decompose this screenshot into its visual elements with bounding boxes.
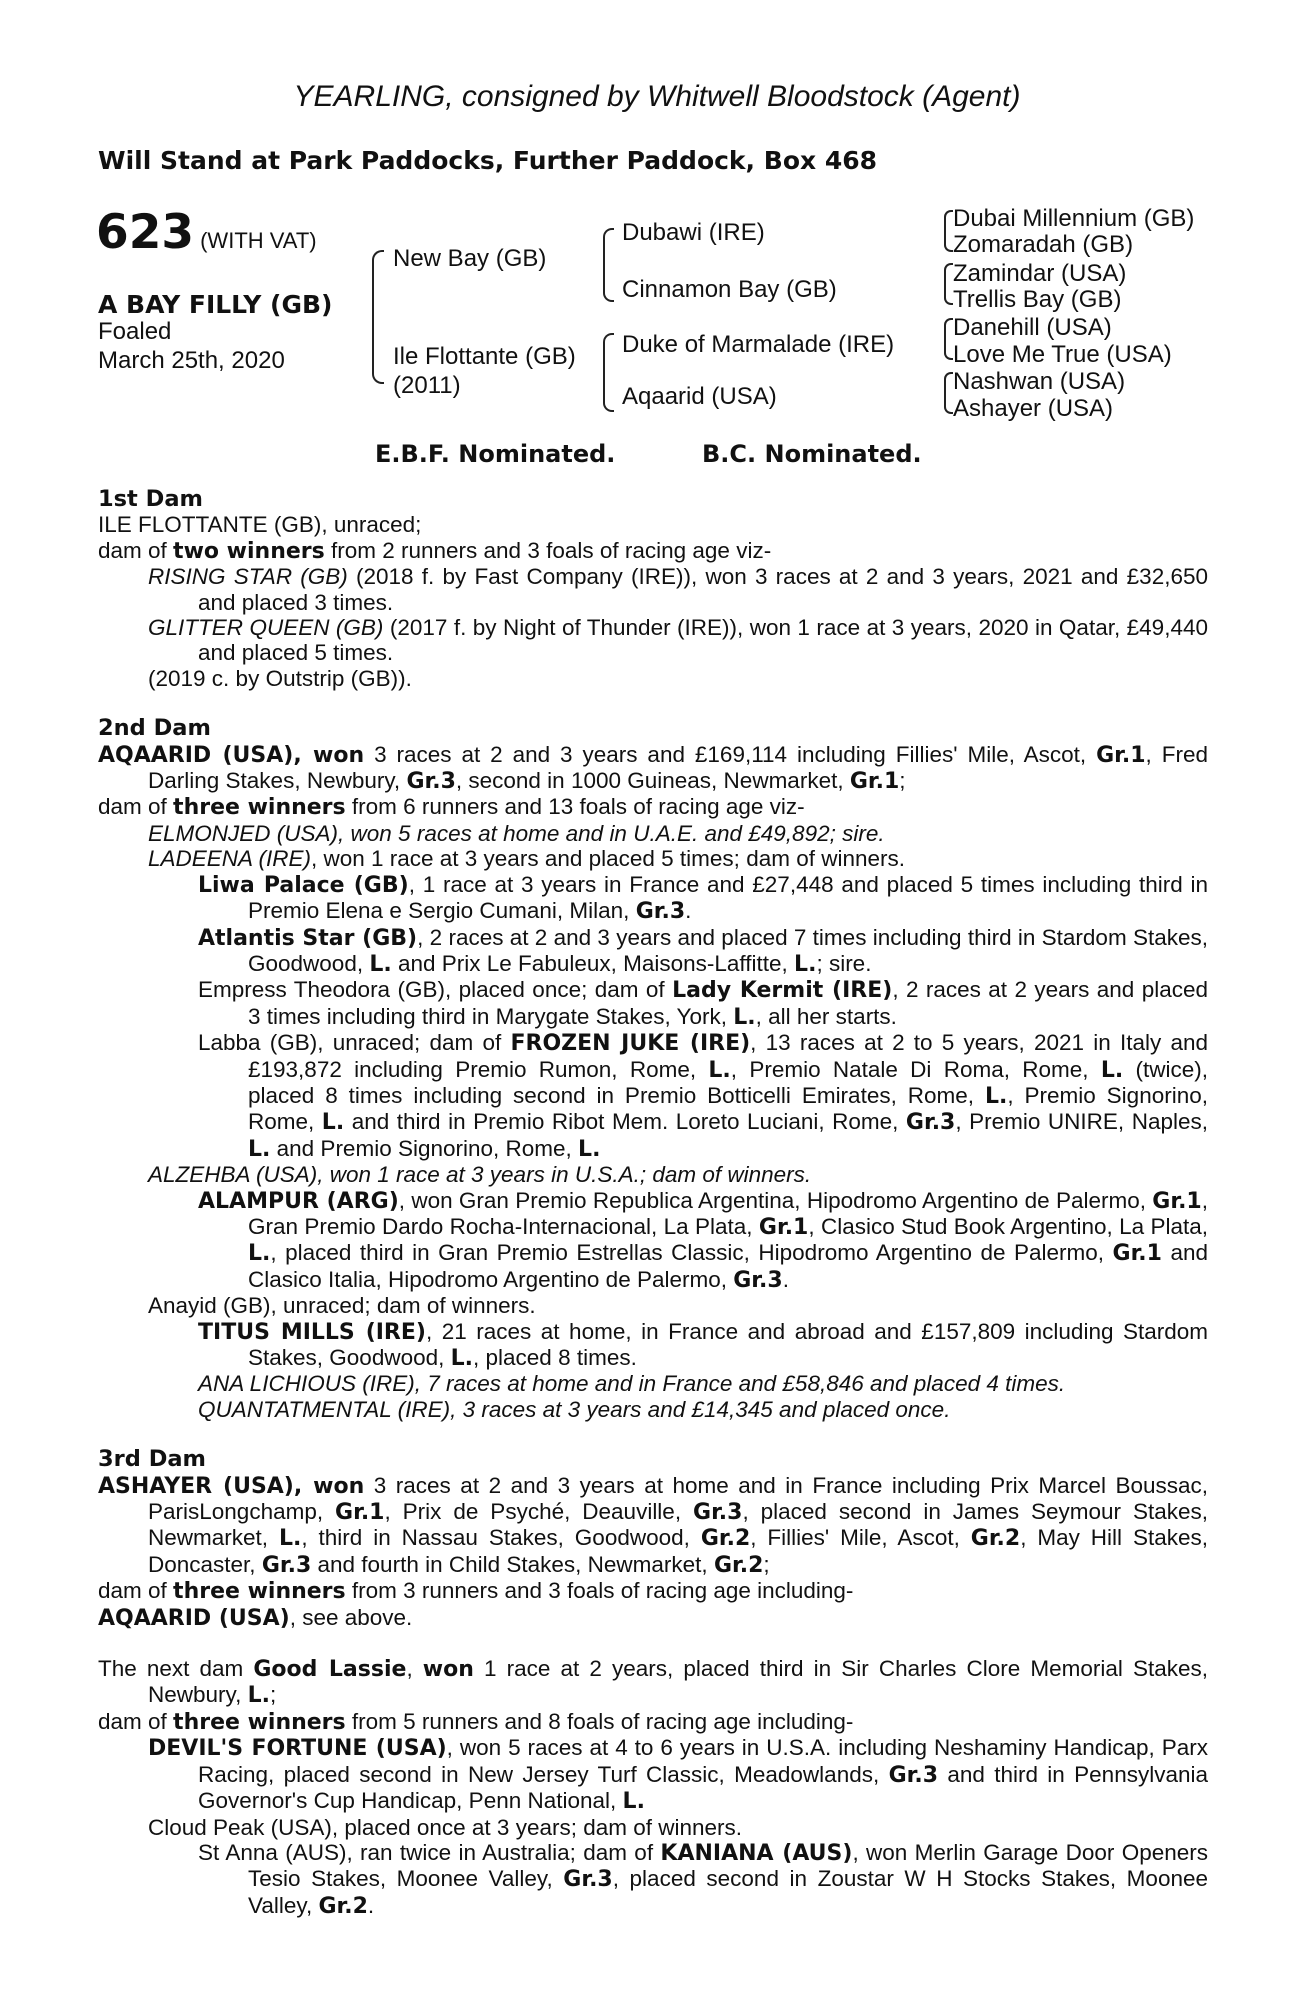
third-dam-heading: 3rd Dam: [98, 1446, 206, 1473]
next-dam-summary: dam of three winners from 5 runners and 8 foals of racing age including-: [98, 1708, 854, 1735]
brace-sd: [944, 263, 953, 305]
produce-alzehba: ALZEHBA (USA), won 1 race at 3 years in U.S.A.; dam of winners.: [148, 1162, 812, 1188]
produce-anayid: Anayid (GB), unraced; dam of winners.: [148, 1293, 536, 1319]
next-dam-record: The next dam Good Lassie, won 1 race at 2 years, placed third in Sir Charles Clore Memorial Stakes, Newbury, L.;: [98, 1656, 1208, 1709]
vat-note: (WITH VAT): [200, 228, 317, 253]
dss: Danehill (USA): [953, 314, 1112, 341]
dam-sire: Duke of Marmalade (IRE): [622, 331, 895, 358]
first-dam-heading: 1st Dam: [98, 486, 203, 512]
produce-titus-mills: TITUS MILLS (IRE), 21 races at home, in France and abroad and £157,809 including Stardom Stakes, Goodwood, L., placed 8 times.: [198, 1318, 1209, 1371]
produce-liwa-palace: Liwa Palace (GB), 1 race at 3 years in France and £27,448 and placed 5 times including third in Premio Elena e Sergio Cumani, Milan, Gr.3.: [198, 871, 1208, 925]
consignment-header: YEARLING, consigned by Whitwell Bloodstock (Agent): [293, 80, 1021, 113]
brace-main: [372, 250, 384, 384]
brace-ss: [944, 210, 953, 252]
foaled-info: [98, 317, 285, 375]
produce-2019-colt: (2019 c. by Outstrip (GB)).: [148, 665, 412, 691]
second-dam-heading: 2nd Dam: [98, 715, 211, 742]
produce-alampur: ALAMPUR (ARG), won Gran Premio Republica Argentina, Hipodromo Argentino de Palermo, Gr.1, Gran Premio Dardo Rocha-Internacional, La Plata, Gr.1, Clasico Stud Book Argentino, La Plata, L., placed third in Gran Premio Estrellas Classic, Hipodromo Argentino de Palermo, Gr.1 and Clasico Italia, Hipodromo Argentino de Palermo, Gr.3.: [198, 1187, 1208, 1293]
dam-dam: Aqaarid (USA): [622, 383, 777, 410]
dds: Nashwan (USA): [953, 368, 1126, 395]
first-dam-summary: dam of two winners from 2 runners and 3 foals of racing age viz-: [98, 537, 772, 564]
sds: Zamindar (USA): [953, 260, 1127, 287]
produce-ana-lichious: ANA LICHIOUS (IRE), 7 races at home and in France and £58,846 and placed 4 times.: [198, 1371, 1066, 1397]
second-dam-summary: dam of three winners from 6 runners and 13 foals of racing age viz-: [98, 794, 805, 821]
dam: Ile Flottante (GB): [393, 343, 576, 370]
dam-year: (2011): [393, 372, 461, 399]
brace-dam: [603, 333, 614, 412]
produce-elmonjed: ELMONJED (USA), won 5 races at home and in U.A.E. and £49,892; sire.: [148, 820, 885, 846]
produce-quantatmental: QUANTATMENTAL (IRE), 3 races at 3 years and £14,345 and placed once.: [198, 1396, 951, 1422]
bc-nominated: B.C. Nominated.: [702, 440, 922, 468]
dam-produce-record: [98, 487, 1208, 1919]
produce-rising-star: RISING STAR (GB) (2018 f. by Fast Company (IRE)), won 3 races at 2 and 3 years, 2021 and £32,650 and placed 3 times.: [148, 564, 1209, 615]
produce-cloud-peak: Cloud Peak (USA), placed once at 3 years; dam of winners.: [148, 1814, 743, 1840]
brace-dd: [944, 372, 953, 414]
sire-dam: Cinnamon Bay (GB): [622, 276, 837, 303]
dsd: Love Me True (USA): [953, 341, 1172, 368]
brace-sire: [603, 228, 614, 302]
lot-number: 623: [96, 205, 195, 260]
sire: New Bay (GB): [393, 245, 547, 272]
produce-devils-fortune: DEVIL'S FORTUNE (USA), won 5 races at 4 to 6 years in U.S.A. including Neshaminy Handicap, Parx Racing, placed second in New Jersey Turf Classic, Meadowlands, Gr.3 and third in Pennsylvania Governor's Cup Handicap, Penn National, L.: [148, 1735, 1208, 1815]
second-dam-record: AQAARID (USA), won 3 races at 2 and 3 years and £169,114 including Fillies' Mile, Ascot, Gr.1, Fred Darling Stakes, Newbury, Gr.3, second in 1000 Guineas, Newmarket, Gr.1;: [98, 741, 1208, 795]
sire-sire: Dubawi (IRE): [622, 219, 765, 246]
first-dam-line: ILE FLOTTANTE (GB), unraced;: [98, 512, 422, 538]
produce-empress-theodora: Empress Theodora (GB), placed once; dam of Lady Kermit (IRE), 2 races at 2 years and placed 3 times including third in Marygate Stakes, York, L., all her starts.: [198, 977, 1209, 1030]
brace-ds: [944, 318, 953, 360]
sdd: Trellis Bay (GB): [953, 286, 1122, 313]
lot-number-block: [96, 205, 317, 260]
sss: Dubai Millennium (GB): [953, 205, 1195, 232]
produce-glitter-queen: GLITTER QUEEN (GB) (2017 f. by Night of Thunder (IRE)), won 1 race at 3 years, 2020 in Qatar, £49,440 and placed 5 times.: [148, 615, 1208, 666]
third-dam-aqaarid: AQAARID (USA), see above.: [98, 1604, 413, 1631]
produce-st-anna: St Anna (AUS), ran twice in Australia; dam of KANIANA (AUS), won Merlin Garage Door Openers Tesio Stakes, Moonee Valley, Gr.3, placed second in Zoustar W H Stocks Stakes, Moonee Valley, Gr.2.: [198, 1839, 1208, 1919]
third-dam-record: ASHAYER (USA), won 3 races at 2 and 3 years at home and in France including Prix Marcel Boussac, ParisLongchamp, Gr.1, Prix de Psyché, Deauville, Gr.3, placed second in James Seymour Stakes, Newmarket, L., third in Nassau Stakes, Goodwood, Gr.2, Fillies' Mile, Ascot, Gr.2, May Hill Stakes, Doncaster, Gr.3 and fourth in Child Stakes, Newmarket, Gr.2;: [98, 1472, 1209, 1578]
produce-ladeena: LADEENA (IRE), won 1 race at 3 years and placed 5 times; dam of winners.: [148, 846, 906, 872]
produce-atlantis-star: Atlantis Star (GB), 2 races at 2 and 3 years and placed 7 times including third in Stardom Stakes, Goodwood, L. and Prix Le Fabuleux, Maisons-Laffitte, L.; sire.: [198, 924, 1209, 977]
ddd: Ashayer (USA): [953, 395, 1114, 422]
lot-name: A BAY FILLY (GB): [98, 290, 333, 319]
ssd: Zomaradah (GB): [953, 231, 1134, 258]
foaled-label: Foaled: [98, 318, 172, 345]
foaled-date: March 25th, 2020: [98, 347, 285, 374]
third-dam-summary: dam of three winners from 3 runners and 3 foals of racing age including-: [98, 1578, 854, 1605]
produce-labba: Labba (GB), unraced; dam of FROZEN JUKE (IRE), 13 races at 2 to 5 years, 2021 in Italy and £193,872 including Premio Rumon, Rome, L., Premio Natale Di Roma, Rome, L. (twice), placed 8 times including second in Premio Botticelli Emirates, Rome, L., Premio Signorino, Rome, L. and third in Premio Ribot Mem. Loreto Luciani, Rome, Gr.3, Premio UNIRE, Naples, L. and Premio Signorino, Rome, L.: [198, 1030, 1208, 1162]
ebf-nominated: E.B.F. Nominated.: [375, 440, 616, 468]
stand-location: Will Stand at Park Paddocks, Further Paddock, Box 468: [98, 146, 878, 175]
